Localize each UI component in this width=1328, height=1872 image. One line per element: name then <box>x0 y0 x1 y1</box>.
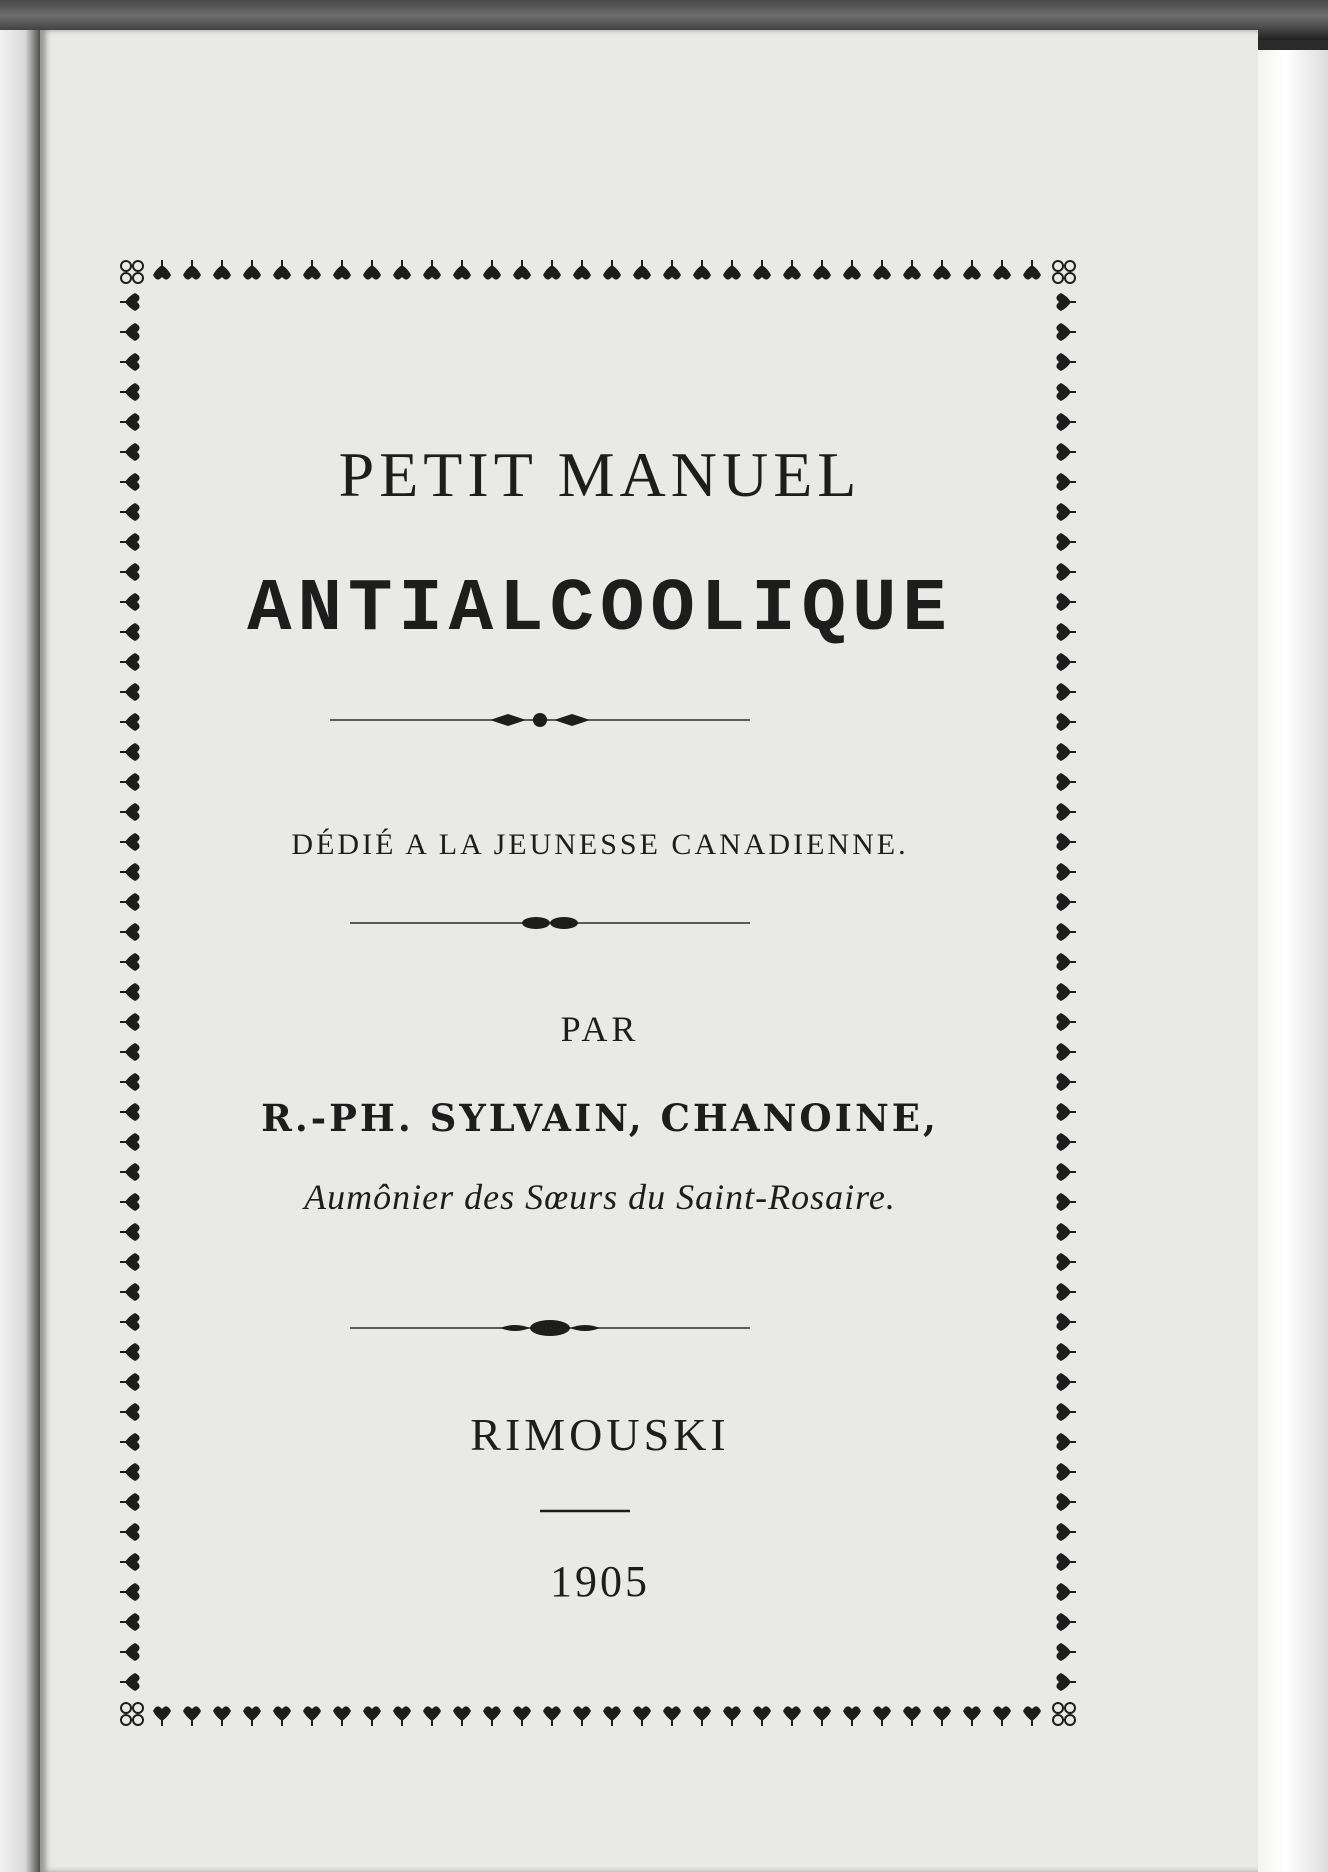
leaf-ornament <box>213 260 231 280</box>
leaf-ornament <box>573 1706 591 1726</box>
leaf-ornament <box>120 803 140 821</box>
leaf-ornament <box>1056 1043 1076 1061</box>
leaf-ornament <box>633 260 651 280</box>
leaf-ornament <box>120 653 140 671</box>
leaf-ornament <box>1056 1553 1076 1571</box>
leaf-ornament <box>393 1706 411 1726</box>
leaf-ornament <box>543 1706 561 1726</box>
leaf-ornament <box>120 1643 140 1661</box>
dedication: DÉDIÉ A LA JEUNESSE CANADIENNE. <box>291 828 909 861</box>
leaf-ornament <box>120 443 140 461</box>
leaf-ornament <box>1056 1253 1076 1271</box>
leaf-ornament <box>120 983 140 1001</box>
leaf-ornament <box>303 260 321 280</box>
leaf-ornament <box>723 1706 741 1726</box>
leaf-ornament <box>513 260 531 280</box>
leaf-ornament <box>483 260 501 280</box>
leaf-ornament <box>183 1706 201 1726</box>
leaf-ornament <box>1056 473 1076 491</box>
leaf-ornament <box>633 1706 651 1726</box>
leaf-ornament <box>423 260 441 280</box>
leaf-ornament <box>603 1706 621 1726</box>
leaf-ornament <box>363 260 381 280</box>
leaf-ornament <box>243 1706 261 1726</box>
leaf-ornament <box>120 623 140 641</box>
leaf-ornament <box>753 1706 771 1726</box>
quatrefoil-ornament <box>121 1703 143 1725</box>
leaf-ornament <box>903 260 921 280</box>
leaf-ornament <box>1056 413 1076 431</box>
leaf-ornament <box>1056 1643 1076 1661</box>
leaf-ornament <box>120 713 140 731</box>
leaf-ornament <box>120 863 140 881</box>
leaf-ornament <box>120 1163 140 1181</box>
leaf-ornament <box>993 1706 1011 1726</box>
leaf-ornament <box>120 1133 140 1151</box>
author-name: R.-PH. SYLVAIN, CHANOINE, <box>261 1096 939 1140</box>
leaf-ornament <box>1056 1313 1076 1331</box>
leaf-ornament <box>1056 773 1076 791</box>
leaf-ornament <box>120 1283 140 1301</box>
leaf-ornament <box>453 260 471 280</box>
leaf-ornament <box>120 1043 140 1061</box>
leaf-ornament <box>963 260 981 280</box>
leaf-ornament <box>873 260 891 280</box>
leaf-ornament <box>120 503 140 521</box>
leaf-ornament <box>1056 1283 1076 1301</box>
short-rule <box>540 1508 630 1514</box>
leaf-ornament <box>120 1193 140 1211</box>
leaf-ornament <box>1056 1343 1076 1361</box>
leaf-ornament <box>120 773 140 791</box>
ornamental-divider-3 <box>350 1318 750 1338</box>
leaf-ornament <box>120 1373 140 1391</box>
leaf-ornament <box>273 1706 291 1726</box>
leaf-ornament <box>1056 983 1076 1001</box>
leaf-ornament <box>120 833 140 851</box>
leaf-ornament <box>363 1706 381 1726</box>
leaf-ornament <box>1056 383 1076 401</box>
leaf-ornament <box>120 1673 140 1691</box>
leaf-ornament <box>423 1706 441 1726</box>
leaf-ornament <box>303 1706 321 1726</box>
leaf-ornament <box>1056 533 1076 551</box>
title-line-2: ANTIALCOOLIQUE <box>247 568 953 652</box>
ornamental-divider-2 <box>350 913 750 933</box>
leaf-ornament <box>723 260 741 280</box>
leaf-ornament <box>1056 1523 1076 1541</box>
leaf-ornament <box>1056 563 1076 581</box>
leaf-ornament <box>453 1706 471 1726</box>
leaf-ornament <box>693 1706 711 1726</box>
leaf-ornament <box>753 260 771 280</box>
quatrefoil-ornament <box>1053 1703 1075 1725</box>
leaf-ornament <box>1056 1613 1076 1631</box>
leaf-ornament <box>1056 293 1076 311</box>
ornamental-divider-1 <box>330 710 750 730</box>
leaf-ornament <box>813 1706 831 1726</box>
leaf-ornament <box>333 1706 351 1726</box>
leaf-ornament <box>663 260 681 280</box>
publication-year: 1905 <box>550 1557 650 1606</box>
leaf-ornament <box>243 260 261 280</box>
leaf-ornament <box>120 893 140 911</box>
leaf-ornament <box>333 260 351 280</box>
leaf-ornament <box>1056 1133 1076 1151</box>
leaf-ornament <box>843 1706 861 1726</box>
leaf-ornament <box>1056 833 1076 851</box>
leaf-ornament <box>1056 1373 1076 1391</box>
leaf-ornament <box>120 1613 140 1631</box>
leaf-ornament <box>120 1013 140 1031</box>
leaf-ornament <box>120 473 140 491</box>
leaf-ornament <box>873 1706 891 1726</box>
leaf-ornament <box>1056 1103 1076 1121</box>
leaf-ornament <box>1056 1673 1076 1691</box>
leaf-ornament <box>120 293 140 311</box>
leaf-ornament <box>1056 893 1076 911</box>
leaf-ornament <box>120 1223 140 1241</box>
leaf-ornament <box>1056 1013 1076 1031</box>
leaf-ornament <box>1056 503 1076 521</box>
leaf-ornament <box>1056 1073 1076 1091</box>
leaf-ornament <box>1056 743 1076 761</box>
leaf-ornament <box>1056 1583 1076 1601</box>
leaf-ornament <box>213 1706 231 1726</box>
leaf-ornament <box>903 1706 921 1726</box>
leaf-ornament <box>1056 1463 1076 1481</box>
leaf-ornament <box>663 1706 681 1726</box>
leaf-ornament <box>120 1103 140 1121</box>
leaf-ornament <box>120 533 140 551</box>
leaf-ornament <box>120 353 140 371</box>
leaf-ornament <box>1056 323 1076 341</box>
leaf-ornament <box>120 1463 140 1481</box>
leaf-ornament <box>1056 923 1076 941</box>
leaf-ornament <box>933 1706 951 1726</box>
leaf-ornament <box>120 1433 140 1451</box>
leaf-ornament <box>273 260 291 280</box>
leaf-ornament <box>1056 653 1076 671</box>
leaf-ornament <box>120 683 140 701</box>
by-label: PAR <box>560 1009 640 1049</box>
leaf-ornament <box>1056 1193 1076 1211</box>
leaf-ornament <box>1056 623 1076 641</box>
leaf-ornament <box>1023 260 1041 280</box>
leaf-ornament <box>603 260 621 280</box>
leaf-ornament <box>933 260 951 280</box>
leaf-ornament <box>1056 1493 1076 1511</box>
leaf-ornament <box>120 1493 140 1511</box>
leaf-ornament <box>513 1706 531 1726</box>
leaf-ornament <box>963 1706 981 1726</box>
leaf-ornament <box>120 1403 140 1421</box>
quatrefoil-ornament <box>121 261 143 283</box>
leaf-ornament <box>120 1553 140 1571</box>
leaf-ornament <box>120 383 140 401</box>
leaf-ornament <box>153 1706 171 1726</box>
leaf-ornament <box>120 1253 140 1271</box>
leaf-ornament <box>120 1523 140 1541</box>
leaf-ornament <box>120 953 140 971</box>
leaf-ornament <box>783 260 801 280</box>
leaf-ornament <box>1056 683 1076 701</box>
leaf-ornament <box>120 1343 140 1361</box>
quatrefoil-ornament <box>1053 261 1075 283</box>
leaf-ornament <box>813 260 831 280</box>
book-spine <box>0 30 42 1872</box>
leaf-ornament <box>120 413 140 431</box>
leaf-ornament <box>120 593 140 611</box>
leaf-ornament <box>693 260 711 280</box>
leaf-ornament <box>993 260 1011 280</box>
leaf-ornament <box>1056 1163 1076 1181</box>
page-edge <box>1258 50 1328 1872</box>
leaf-ornament <box>1056 863 1076 881</box>
leaf-ornament <box>1056 713 1076 731</box>
leaf-ornament <box>1056 443 1076 461</box>
author-role: Aumônier des Sœurs du Saint-Rosaire. <box>304 1177 896 1217</box>
leaf-ornament <box>120 1073 140 1091</box>
leaf-ornament <box>573 260 591 280</box>
leaf-ornament <box>1056 803 1076 821</box>
leaf-ornament <box>483 1706 501 1726</box>
leaf-ornament <box>120 1583 140 1601</box>
leaf-ornament <box>183 260 201 280</box>
leaf-ornament <box>393 260 411 280</box>
leaf-ornament <box>120 743 140 761</box>
leaf-ornament <box>843 260 861 280</box>
leaf-ornament <box>153 260 171 280</box>
leaf-ornament <box>1056 1403 1076 1421</box>
leaf-ornament <box>120 923 140 941</box>
leaf-ornament <box>783 1706 801 1726</box>
leaf-ornament <box>120 563 140 581</box>
leaf-ornament <box>1056 353 1076 371</box>
title-line-1: PETIT MANUEL <box>338 439 862 510</box>
leaf-ornament <box>1023 1706 1041 1726</box>
leaf-ornament <box>543 260 561 280</box>
leaf-ornament <box>120 1313 140 1331</box>
leaf-ornament <box>1056 593 1076 611</box>
publication-place: RIMOUSKI <box>470 1409 730 1460</box>
leaf-ornament <box>1056 1223 1076 1241</box>
leaf-ornament <box>120 323 140 341</box>
leaf-ornament <box>1056 953 1076 971</box>
leaf-ornament <box>1056 1433 1076 1451</box>
